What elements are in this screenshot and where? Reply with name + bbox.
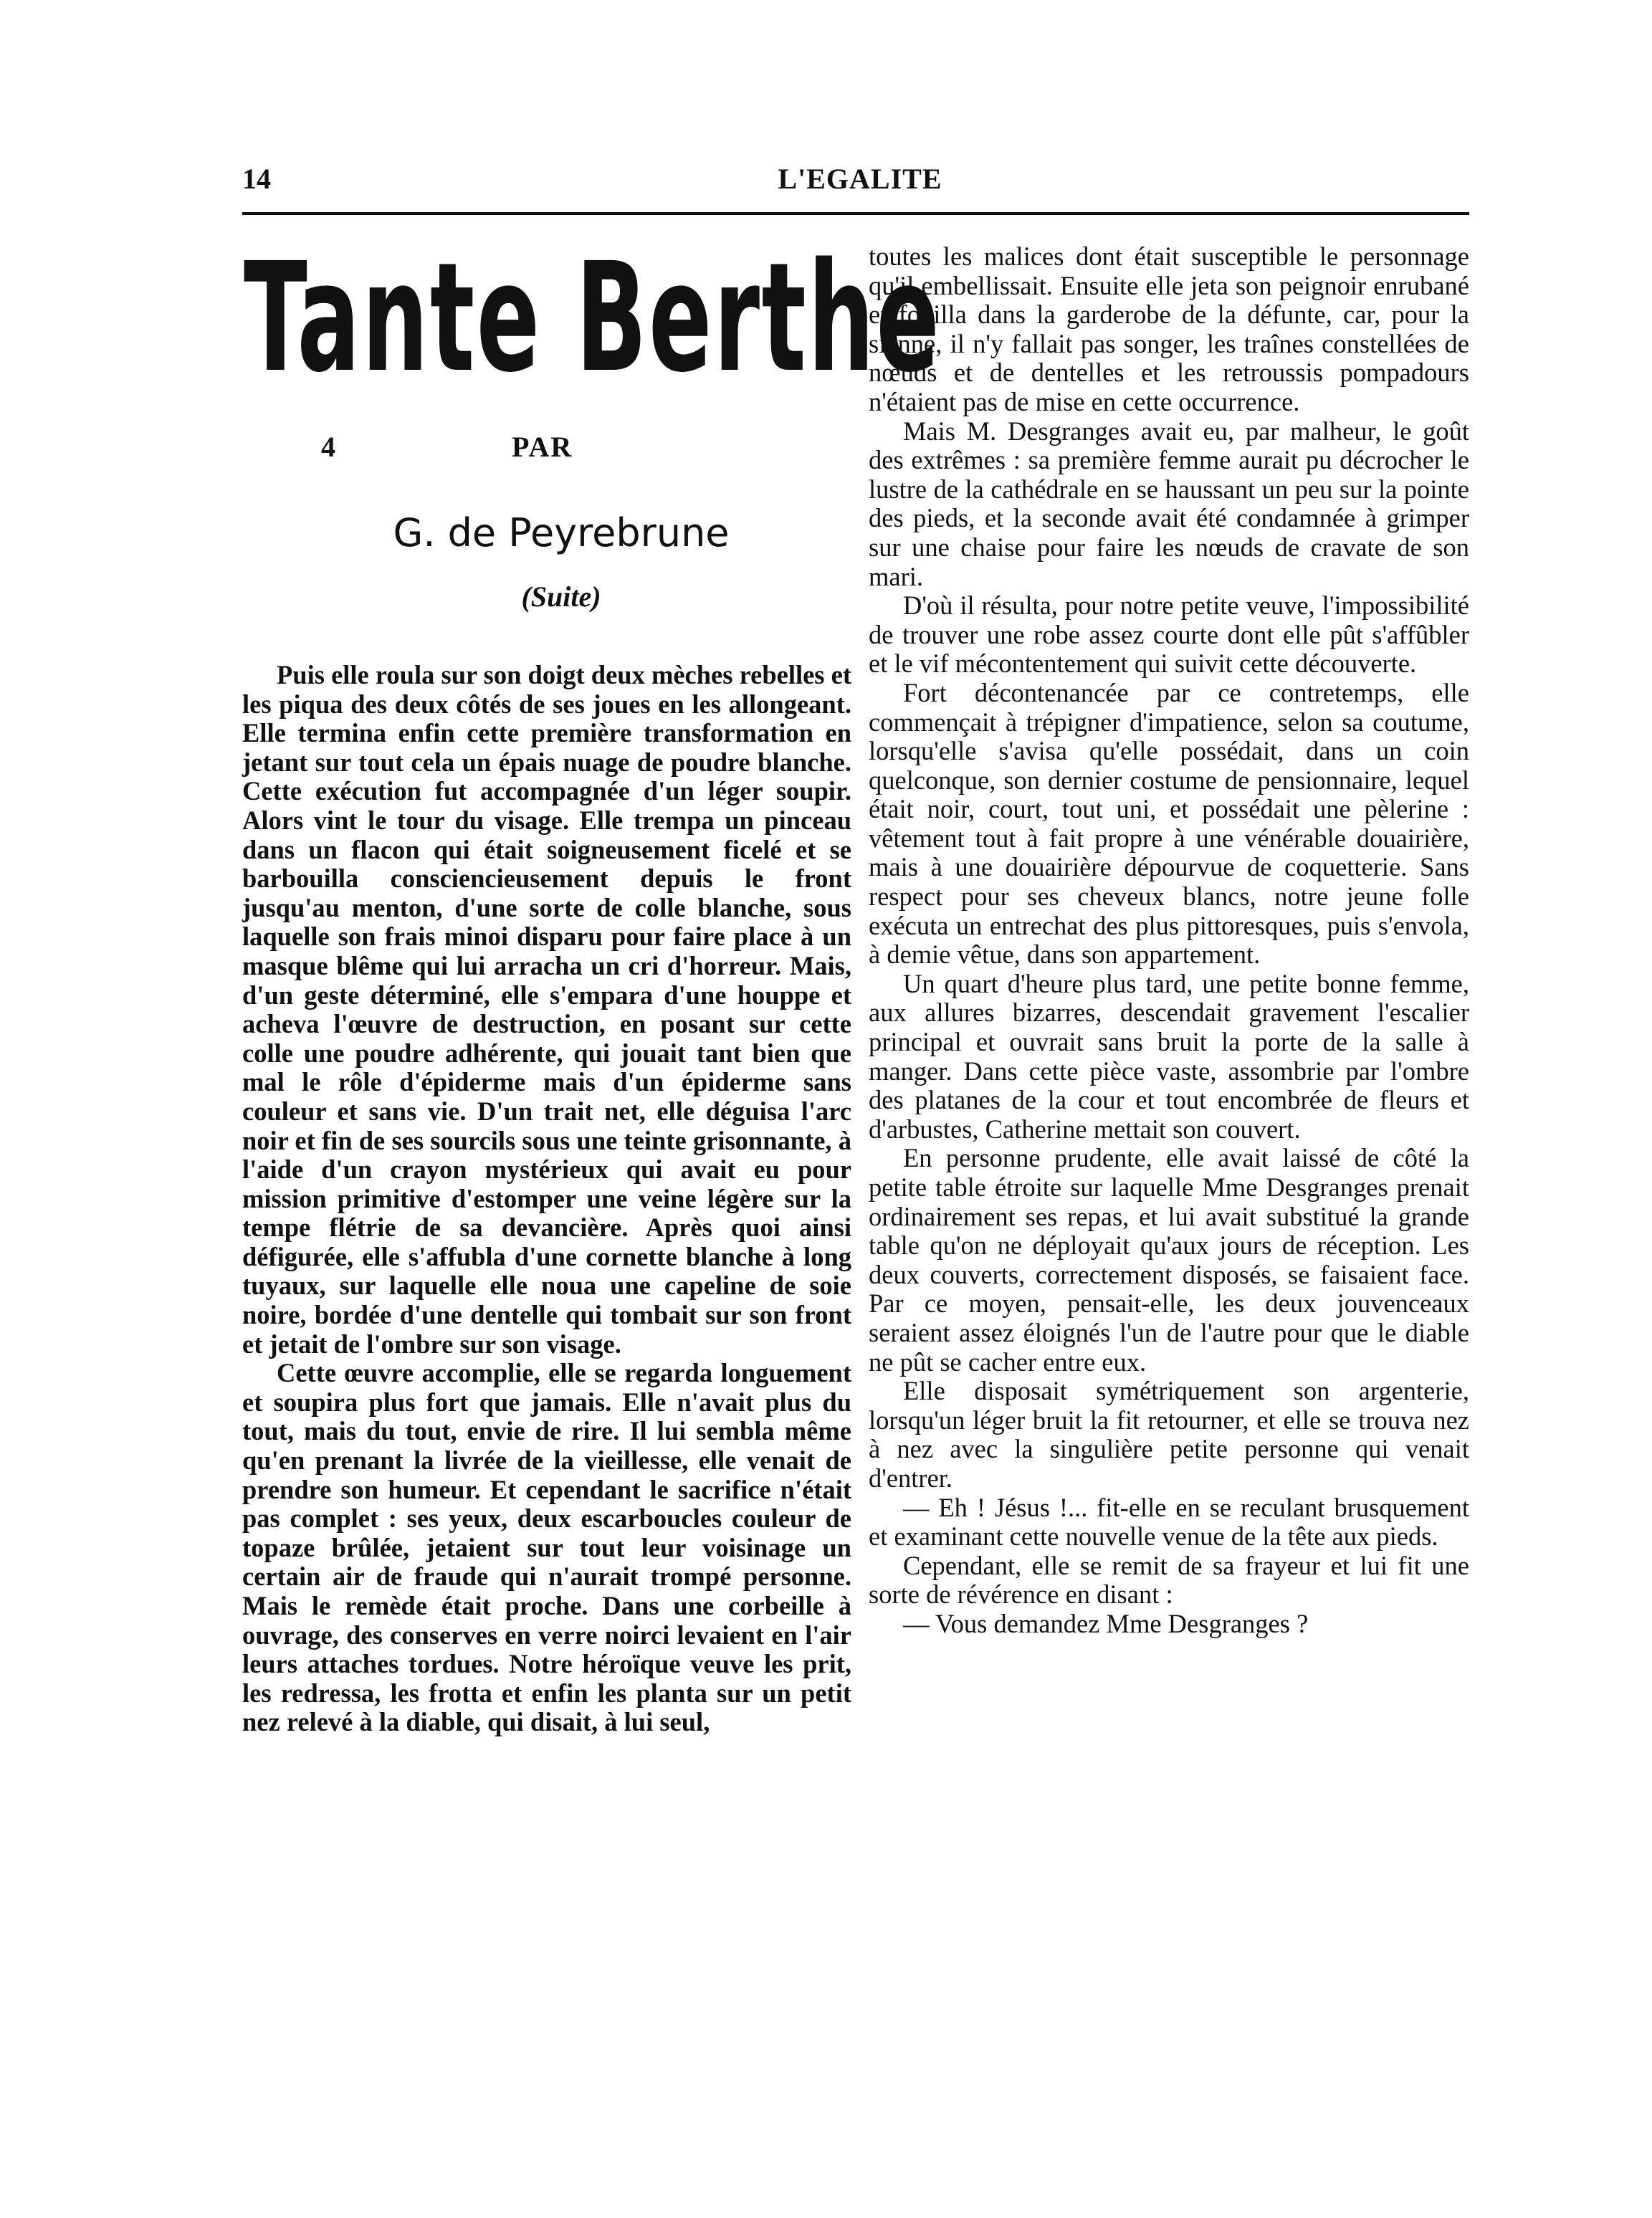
paragraph: Elle disposait symétriquement son argenterie, lorsqu'un léger bruit la fit retourner, et elle se trouva nez à nez avec la singulière petite personne qui venait d'entrer. [869,1376,1469,1493]
paragraph: — Eh ! Jésus !... fit-elle en se reculant brusquement et examinant cette nouvelle venue de la tête aux pieds. [869,1492,1469,1552]
journal-title: L'EGALITE [778,163,942,195]
sequel-label: (Suite) [521,580,601,613]
left-column-text [242,661,851,1737]
paragraph: Cette œuvre accomplie, elle se regarda longuement et soupira plus fort que jamais. Elle n'avait plus du tout, mais du tout, envie de rire. Il lui sembla même qu'en prenant la livrée de la vieillesse, elle venait de prendre son humeur. Et cependant le sacrifice n'était pas complet : ses yeux, deux escarboucles couleur de topaze brûlée, jetaient sur tout leur voisinage un certain air de fraude qui n'aurait trompé personne. Mais le remède était proche. Dans une corbeille à ouvrage, des conserves en verre noirci levaient en l'air leurs attaches tordues. Notre héroïque veuve les prit, les redressa, les frotta et enfin les planta sur un petit nez relevé à la diable, qui disait, à lui seul, [242,1358,851,1737]
right-column [869,242,1469,1639]
by-label: PAR [512,431,573,463]
paragraph: En personne prudente, elle avait laissé de côté la petite table étroite sur laquelle Mme Desgranges prenait ordinairement ses repas, et lui avait substitué la grande table qu'on ne déployait qu'aux jours de réception. Les deux couverts, correctement disposés, se faisaient face. Par ce moyen, pensait-elle, les deux jouvenceaux seraient assez éloignés l'un de l'autre pour que le diable ne pût se cacher entre eux. [869,1143,1469,1377]
author-name: G. de Peyrebrune [393,510,730,555]
paragraph: toutes les malices dont était susceptible le personnage qu'il embellissait. Ensuite elle jeta son peignoir enrubané et fouilla dans la garderobe de la défunte, car, pour la sienne, il n'y fallait pas songer, les traînes constellées de nœuds et de dentelles et les retroussis pompadours n'étaient pas de mise en cette occurrence. [869,242,1469,416]
left-column [242,229,942,1737]
part-line [242,430,851,487]
paragraph: Mais M. Desgranges avait eu, par malheur, le goût des extrêmes : sa première femme aurait pu décrocher le lustre de la cathédrale en se haussant un peu sur la pointe des pieds, et la seconde avait été condamnée à grimper sur une chaise pour faire les nœuds de cravate de son mari. [869,416,1469,591]
header-rule [242,212,1469,215]
story-title: Tante Berthe [244,230,942,406]
paragraph: D'où il résulta, pour notre petite veuve, l'impossibilité de trouver une robe assez courte dont elle pût s'affûbler et le vif mécontentement qui suivit cette découverte. [869,591,1469,679]
page-number: 14 [242,163,271,195]
paragraph: — Vous demandez Mme Desgranges ? [903,1608,1309,1638]
paragraph: Cependant, elle se remit de sa frayeur et lui fit une sorte de révérence en disant : [869,1550,1469,1610]
paragraph: Fort décontenancée par ce contretemps, elle commençait à trépigner d'impatience, selon sa coutume, lorsqu'elle s'avisa qu'elle possédait, dans un coin quelconque, son dernier costume de pensionnaire, lequel était noir, court, tout uni, et possédait une pèlerine : vêtement tout à fait propre à une vénérable douairière, mais à une douairière dépourvue de coquetterie. Sans respect pour ses cheveux blancs, notre jeune folle exécuta un entrechat des plus pittoresques, puis s'envola, à demie vêtue, dans son appartement. [869,677,1469,970]
right-column-text [869,242,1469,1639]
paragraph: Un quart d'heure plus tard, une petite bonne femme, aux allures bizarres, descendait gravement l'escalier principal et ouvrait sans bruit la porte de la salle à manger. Dans cette pièce vaste, assombrie par l'ombre des platanes de la cour et tout encombrée de fleurs et d'arbustes, Catherine mettait son couvert. [869,968,1469,1144]
part-number: 4 [321,431,335,463]
paragraph: Puis elle roula sur son doigt deux mèches rebelles et les piqua des deux côtés de ses joues en les allongeant. Elle termina enfin cette première transformation en jetant sur tout cela un épais nuage de poudre blanche. Cette exécution fut accompagnée d'un léger soupir. Alors vint le tour du visage. Elle trempa un pinceau dans un flacon qui était soigneusement ficelé et se barbouilla consciencieusement depuis le front jusqu'au menton, d'une sorte de colle blanche, sous laquelle son frais minoi disparu pour faire place à un masque blême qui lui arracha un cri d'horreur. Mais, d'un geste déterminé, elle s'empara d'une houppe et acheva l'œuvre de destruction, en posant sur cette colle une poudre adhérente, qui jouait tant bien que mal le rôle d'épiderme mais d'un épiderme sans couleur et sans vie. D'un trait net, elle déguisa l'arc noir et fin de ses sourcils sous une teinte grisonnante, à l'aide d'un crayon mystérieux qui avait eu pour mission primitive d'estomper une veine légère sur la tempe flétrie de sa devancière. Après quoi ainsi défigurée, elle s'affubla d'une cornette blanche à long tuyaux, sur laquelle elle noua une capeline de soie noire, bordée d'une dentelle qui tombait sur son front et jetait de l'ombre sur son visage. [242,660,851,1359]
